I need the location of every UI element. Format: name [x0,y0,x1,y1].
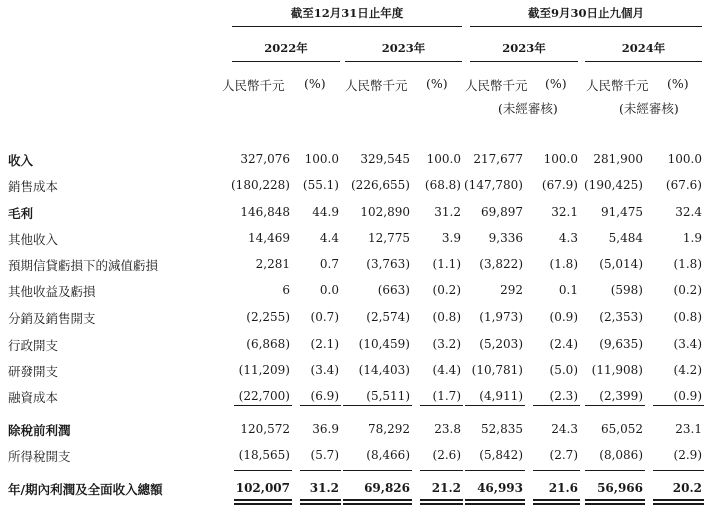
amount-cell: (5,511) [366,389,410,403]
percent-cell: 4.4 [319,231,339,245]
percent-cell: (4.2) [673,363,702,377]
row-label: 融資成本 [8,390,59,405]
amount-cell: (8,086) [599,448,643,462]
row-label: 研發開支 [8,364,59,379]
percent-cell: (2.1) [310,337,339,351]
total-double-rule [234,499,292,505]
percent-cell: 100.0 [667,152,702,166]
percent-cell: 36.9 [312,422,339,436]
percent-cell: 100.0 [304,152,339,166]
total-double-rule [343,499,412,505]
year-underline-2023-nine-months [470,61,578,62]
amount-cell: (6,868) [246,337,290,351]
percent-cell: (67.9) [541,178,578,192]
percent-cell: 31.2 [434,205,461,219]
percent-cell: 23.1 [675,422,702,436]
subtotal-rule [585,470,645,471]
percent-cell: (2.6) [432,448,461,462]
amount-cell: (8,466) [366,448,410,462]
total-double-rule [533,499,580,505]
amount-cell: (11,908) [591,363,643,377]
amount-cell: (14,403) [358,363,410,377]
amount-cell: (5,203) [479,337,523,351]
amount-cell: (5,842) [479,448,523,462]
subtotal-rule [234,470,292,471]
group-underline-nine-months [470,26,702,27]
amount-cell: (190,425) [584,178,643,192]
percent-cell: (0.8) [432,310,461,324]
amount-cell: (9,635) [599,337,643,351]
percent-cell: (5.7) [310,448,339,462]
amount-cell: 5,484 [608,231,643,245]
group-header-nine-months: 截至9月30日止九個月 [527,6,644,20]
subtotal-rule [653,470,704,471]
percent-cell: (1.8) [673,257,702,271]
percent-cell: 0.0 [319,283,339,297]
unit-amount-2024-nine-months: 人民幣千元 [586,78,649,93]
percent-cell: 44.9 [312,205,339,219]
percent-cell: 100.0 [543,152,578,166]
amount-cell: (11,209) [238,363,290,377]
amount-cell: 6 [282,283,290,297]
amount-cell: (4,911) [479,389,523,403]
row-label: 行政開支 [8,338,59,353]
percent-cell: 32.4 [675,205,702,219]
amount-cell: 281,900 [593,152,643,166]
amount-cell: (226,655) [351,178,410,192]
year-underline-2022 [232,61,340,62]
unit-pct-2023: (%) [426,76,448,91]
amount-cell: (663) [377,283,410,297]
amount-cell: 120,572 [240,422,290,436]
percent-cell: (1.8) [549,257,578,271]
subtotal-rule [343,470,412,471]
subtotal-rule [300,405,341,406]
subtotal-rule [420,470,463,471]
amount-cell: (18,565) [238,448,290,462]
percent-cell: (55.1) [302,178,339,192]
percent-cell: 20.2 [672,481,702,495]
percent-cell: (1.1) [432,257,461,271]
amount-cell: 9,336 [488,231,523,245]
unit-amount-2023: 人民幣千元 [345,78,408,93]
percent-cell: 0.1 [558,283,578,297]
subtotal-rule [653,405,704,406]
amount-cell: (180,228) [231,178,290,192]
percent-cell: (68.8) [424,178,461,192]
year-header-2022: 2022年 [264,41,308,55]
row-label: 其他收入 [8,232,59,247]
percent-cell: (3.4) [310,363,339,377]
unaudited-note-2023: (未經審核) [498,101,558,116]
subtotal-rule [465,405,525,406]
percent-cell: 4.3 [558,231,578,245]
percent-cell: (1.7) [432,389,461,403]
amount-cell: 69,897 [481,205,523,219]
amount-cell: (3,763) [366,257,410,271]
amount-cell: 14,469 [248,231,290,245]
percent-cell: (2.9) [673,448,702,462]
percent-cell: (0.2) [673,283,702,297]
amount-cell: 102,007 [235,481,290,495]
percent-cell: (5.0) [549,363,578,377]
amount-cell: (2,255) [246,310,290,324]
year-header-2023-nine-months: 2023年 [502,41,546,55]
amount-cell: (3,822) [479,257,523,271]
amount-cell: 91,475 [601,205,643,219]
amount-cell: 78,292 [368,422,410,436]
subtotal-rule [465,470,525,471]
amount-cell: 327,076 [240,152,290,166]
row-label: 預期信貸虧損下的減值虧損 [8,258,159,273]
percent-cell: (4.4) [432,363,461,377]
year-underline-2023 [345,61,462,62]
amount-cell: 52,835 [481,422,523,436]
percent-cell: (0.9) [673,389,702,403]
percent-cell: (0.9) [549,310,578,324]
group-header-annual: 截至12月31日止年度 [290,6,404,20]
total-double-rule [585,499,645,505]
total-double-rule [653,499,704,505]
amount-cell: 102,890 [360,205,410,219]
amount-cell: (2,353) [599,310,643,324]
amount-cell: (10,459) [358,337,410,351]
row-label: 毛利 [8,206,34,221]
percent-cell: 1.9 [682,231,702,245]
amount-cell: 65,052 [601,422,643,436]
subtotal-rule [343,405,412,406]
subtotal-rule [585,405,645,406]
percent-cell: (3.2) [432,337,461,351]
percent-cell: 21.6 [548,481,578,495]
percent-cell: 23.8 [434,422,461,436]
percent-cell: (0.7) [310,310,339,324]
total-double-rule [300,499,341,505]
row-label: 分銷及銷售開支 [8,311,96,326]
amount-cell: (10,781) [471,363,523,377]
percent-cell: 32.1 [551,205,578,219]
subtotal-rule [533,405,580,406]
percent-cell: (2.3) [549,389,578,403]
percent-cell: (3.4) [673,337,702,351]
amount-cell: 46,993 [477,481,523,495]
amount-cell: (2,399) [599,389,643,403]
year-header-2024-nine-months: 2024年 [621,41,666,55]
row-label: 除稅前利潤 [8,423,71,438]
unit-amount-2022: 人民幣千元 [222,78,285,93]
row-label: 銷售成本 [8,179,59,194]
row-label: 收入 [8,153,34,168]
unit-pct-2022: (%) [304,76,326,91]
percent-cell: 3.9 [441,231,461,245]
row-label: 所得稅開支 [8,449,71,464]
amount-cell: (147,780) [464,178,523,192]
percent-cell: (0.2) [432,283,461,297]
percent-cell: (2.4) [549,337,578,351]
subtotal-rule [533,470,580,471]
unit-pct-2024-nine-months: (%) [667,76,689,91]
group-underline-annual [232,26,462,27]
percent-cell: (6.9) [310,389,339,403]
amount-cell: 69,826 [364,481,410,495]
percent-cell: 31.2 [309,481,339,495]
percent-cell: 21.2 [431,481,461,495]
unit-pct-2023-nine-months: (%) [545,76,567,91]
amount-cell: 2,281 [255,257,290,271]
percent-cell: (67.6) [665,178,702,192]
amount-cell: (2,574) [366,310,410,324]
percent-cell: 0.7 [319,257,339,271]
amount-cell: 329,545 [360,152,410,166]
amount-cell: (5,014) [599,257,643,271]
total-double-rule [420,499,463,505]
amount-cell: 292 [500,283,523,297]
subtotal-rule [300,470,341,471]
total-double-rule [465,499,525,505]
amount-cell: (598) [610,283,643,297]
amount-cell: 56,966 [597,481,643,495]
subtotal-rule [420,405,463,406]
percent-cell: 100.0 [426,152,461,166]
amount-cell: 217,677 [473,152,523,166]
unaudited-note-2024: (未經審核) [619,101,679,116]
amount-cell: 12,775 [368,231,410,245]
percent-cell: 24.3 [551,422,578,436]
percent-cell: (0.8) [673,310,702,324]
subtotal-rule [234,405,292,406]
row-label: 其他收益及虧損 [8,284,96,299]
year-underline-2024-nine-months [585,61,702,62]
amount-cell: 146,848 [240,205,290,219]
year-header-2023: 2023年 [381,41,426,55]
amount-cell: (22,700) [238,389,290,403]
unit-amount-2023-nine-months: 人民幣千元 [465,78,528,93]
amount-cell: (1,973) [479,310,523,324]
row-label: 年/期內利潤及全面收入總額 [8,482,163,497]
percent-cell: (2.7) [549,448,578,462]
